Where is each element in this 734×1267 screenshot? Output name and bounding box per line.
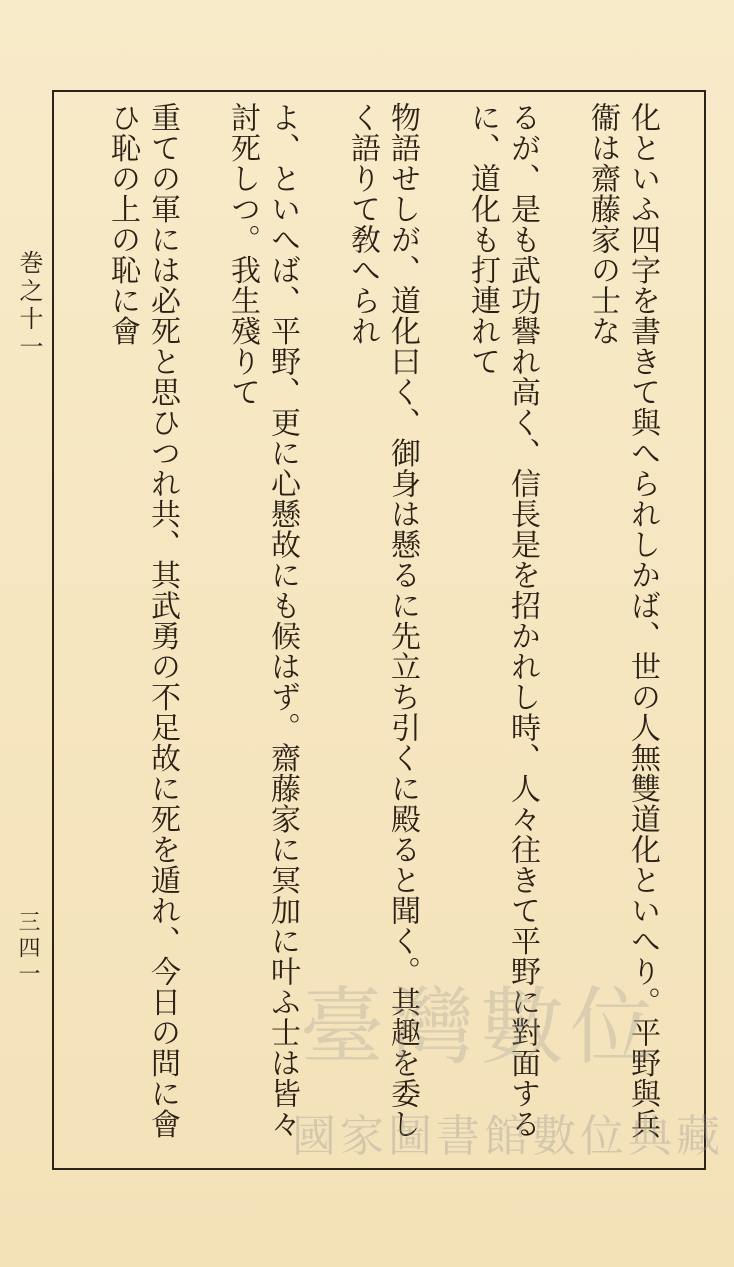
text-column: 化といふ四字を書きて與へられしかば、世の人無雙道化といへり。平野與兵衞は齋藤家の士な: [585, 102, 660, 1139]
text-column: よ、といへば、平野、更に心懸故にも候はず。齋藤家に冥加に叶ふ士は皆々討死しつ。我生殘りて: [225, 102, 300, 1139]
text-column: 物語せしが、道化曰く、御身は懸るに先立ち引くに殿ると聞く。其趣を委しく語りて敎へられ: [345, 102, 420, 1139]
watermark-library: 國家圖書館數位典藏: [292, 1111, 724, 1162]
text-column: 重ての軍には必死と思ひつれ共、其武勇の不足故に死を遁れ、今日の問に會ひ恥の上の恥に會: [105, 102, 180, 1139]
text-column: るが、是も武功譽れ高く、信長是を招かれし時、人々往きて平野に對面するに、道化も打連れて: [465, 102, 540, 1139]
volume-label: 巻之十一: [15, 250, 43, 362]
page-number: 三四一: [15, 910, 40, 988]
watermark-seal: 臺灣數位: [300, 978, 661, 1076]
